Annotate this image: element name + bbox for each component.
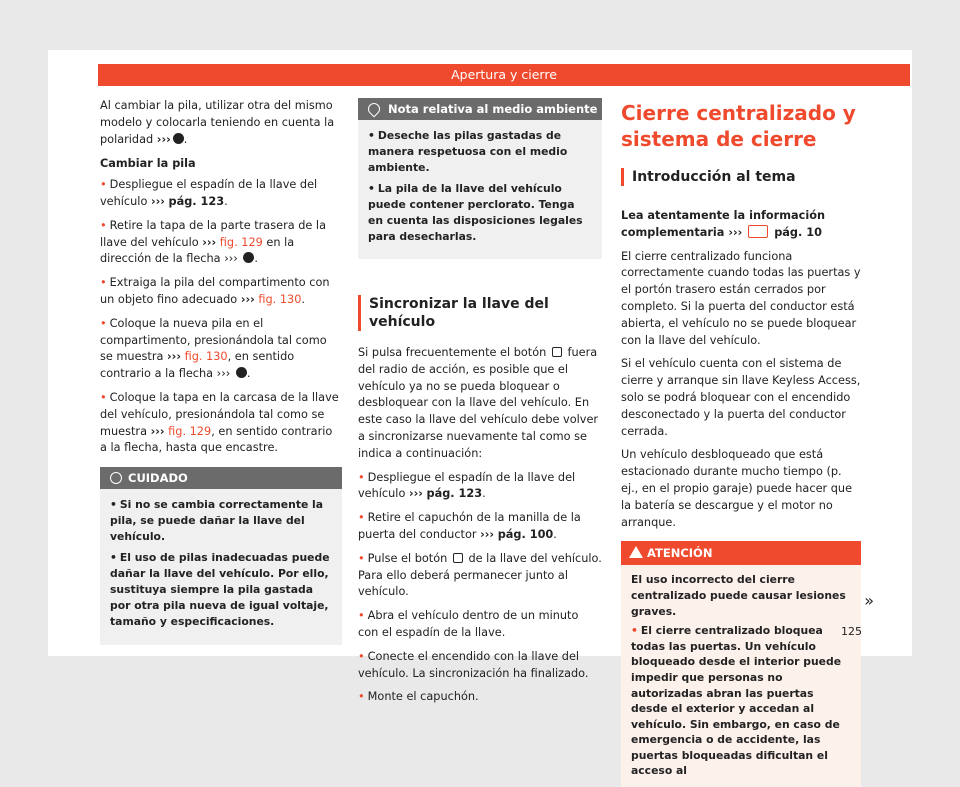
step-item: • Pulse el botón de la llave del vehículo. Para ello deberá permanecer junto al vehículo. bbox=[358, 551, 602, 599]
body-paragraph: El cierre centralizado funciona correctamente cuando todas las puertas y el portón trasero están cerrados por completo. Si la puerta del conductor está abierta, el vehículo no se puede bloquear con la llave del vehículo. bbox=[621, 249, 861, 347]
caution-title: CUIDADO bbox=[100, 467, 342, 489]
step-item: • Conecte el encendido con la llave del vehículo. La sincronización ha finalizado. bbox=[358, 649, 589, 680]
body-paragraph: Si el vehículo cuenta con el sistema de cierre y arranque sin llave Keyless Access, solo se podrá bloquear con el encendido desconectado y la puerta del conductor cerrada. bbox=[621, 357, 861, 438]
step-item: • Coloque la tapa en la carcasa de la llave del vehículo, presionándola tal como se muestra ››› fig. 129, en sentido contrario a la flecha, hasta que encastre. bbox=[100, 390, 339, 455]
warning-lead: El uso incorrecto del cierre centralizado puede causar lesiones graves. bbox=[631, 573, 846, 618]
section-title-intro: Introducción al tema bbox=[621, 168, 861, 186]
step-item: • Abra el vehículo dentro de un minuto con el espadín de la llave. bbox=[358, 609, 579, 639]
sync-intro-paragraph: Si pulsa frecuentemente el botón fuera del radio de acción, es posible que el vehículo ya no se pueda bloquear o desbloquear con la llave del vehículo. En este caso la llave del vehículo debe volver a sincronizarse nuevamente tal como se indica a continuación: bbox=[358, 346, 599, 460]
caution-box bbox=[100, 467, 342, 645]
figure-link[interactable]: fig. 130 bbox=[184, 350, 228, 364]
lead-paragraph: Lea atentamente la información complementaria ››› pág. 10 bbox=[621, 209, 825, 239]
caution-item: • Si no se cambia correctamente la pila, se puede dañar la llave del vehículo. bbox=[110, 498, 324, 544]
step-item: • Despliegue el espadín de la llave del vehículo ››› pág. 123. bbox=[100, 178, 318, 208]
environment-note-box bbox=[358, 98, 602, 259]
warning-title: ATENCIÓN bbox=[621, 541, 861, 565]
column-right bbox=[621, 98, 861, 787]
manual-page bbox=[48, 50, 912, 778]
warning-box bbox=[621, 541, 861, 787]
info-circle-icon bbox=[110, 472, 122, 484]
column-left bbox=[100, 98, 342, 645]
column-middle bbox=[358, 98, 602, 713]
warning-triangle-icon bbox=[629, 546, 643, 558]
page-header: Apertura y cierre bbox=[98, 64, 910, 86]
page-link[interactable]: pág. 100 bbox=[497, 527, 554, 541]
page-number: 125 bbox=[841, 625, 862, 638]
figure-link[interactable]: fig. 129 bbox=[219, 235, 263, 249]
environment-note-item: • La pila de la llave del vehículo puede contener perclorato. Tenga en cuenta las disposiciones legales para desecharlas. bbox=[368, 182, 583, 243]
intro-paragraph: Al cambiar la pila, utilizar otra del mismo modelo y colocarla teniendo en cuenta la polaridad ››› . bbox=[100, 99, 335, 146]
step-item: • Extraiga la pila del compartimento con un objeto fino adecuado ››› fig. 130. bbox=[100, 276, 330, 306]
section-title-sync-key: Sincronizar la llave del vehículo bbox=[358, 295, 602, 331]
environment-note-item: • Deseche las pilas gastadas de manera respetuosa con el medio ambiente. bbox=[368, 129, 568, 174]
warning-ref-icon bbox=[173, 133, 184, 144]
step-item: • Retire el capuchón de la manilla de la puerta del conductor ››› pág. 100. bbox=[358, 511, 581, 541]
continue-chevron-icon: » bbox=[864, 591, 874, 610]
page-link[interactable]: pág. 10 bbox=[774, 225, 822, 239]
step-item: • Despliegue el espadín de la llave del vehículo ››› pág. 123. bbox=[358, 470, 576, 501]
caution-item: • El uso de pilas inadecuadas puede dañar la llave del vehículo. Por ello, sustituya siempre la pila gastada por otra pila nueva de igual voltaje, tamaño y especificaciones. bbox=[110, 551, 330, 629]
lock-icon bbox=[453, 553, 463, 563]
page-link[interactable]: pág. 123 bbox=[168, 194, 225, 208]
step-item: • Monte el capuchón. bbox=[358, 690, 479, 704]
figure-link[interactable]: fig. 130 bbox=[258, 292, 302, 306]
leaf-icon bbox=[366, 101, 383, 118]
warning-item: • El cierre centralizado bloquea todas las puertas. Un vehículo bloqueado desde el interior puede impedir que personas no autorizadas abran las puertas desde el exterior y accedan al vehículo. Sin embargo, en caso de emergencia o de accidente, las puertas bloqueadas dificultan el acceso al bbox=[631, 624, 842, 778]
subheading-change-battery: Cambiar la pila bbox=[100, 157, 196, 171]
page-link[interactable]: pág. 123 bbox=[426, 487, 483, 501]
step-item: • Coloque la nueva pila en el compartimento, presionándola tal como se muestra ››› fig. 130, en sentido contrario a la flecha ››› . bbox=[100, 316, 327, 381]
step-item: • Retire la tapa de la parte trasera de la llave del vehículo ››› fig. 129 en la dirección de la flecha ››› . bbox=[100, 218, 326, 266]
lock-icon bbox=[552, 347, 562, 357]
figure-link[interactable]: fig. 129 bbox=[168, 424, 212, 438]
chapter-title: Cierre centralizado y sistema de cierre bbox=[621, 101, 856, 151]
book-icon bbox=[748, 225, 768, 238]
environment-note-title: Nota relativa al medio ambiente bbox=[358, 98, 602, 120]
warning-ref-icon bbox=[243, 252, 254, 263]
warning-ref-icon bbox=[236, 367, 247, 378]
body-paragraph: Un vehículo desbloqueado que está estacionado durante mucho tiempo (p. ej., en el propio garaje) puede hacer que la batería se descargue y el motor no arranque. bbox=[621, 448, 853, 529]
